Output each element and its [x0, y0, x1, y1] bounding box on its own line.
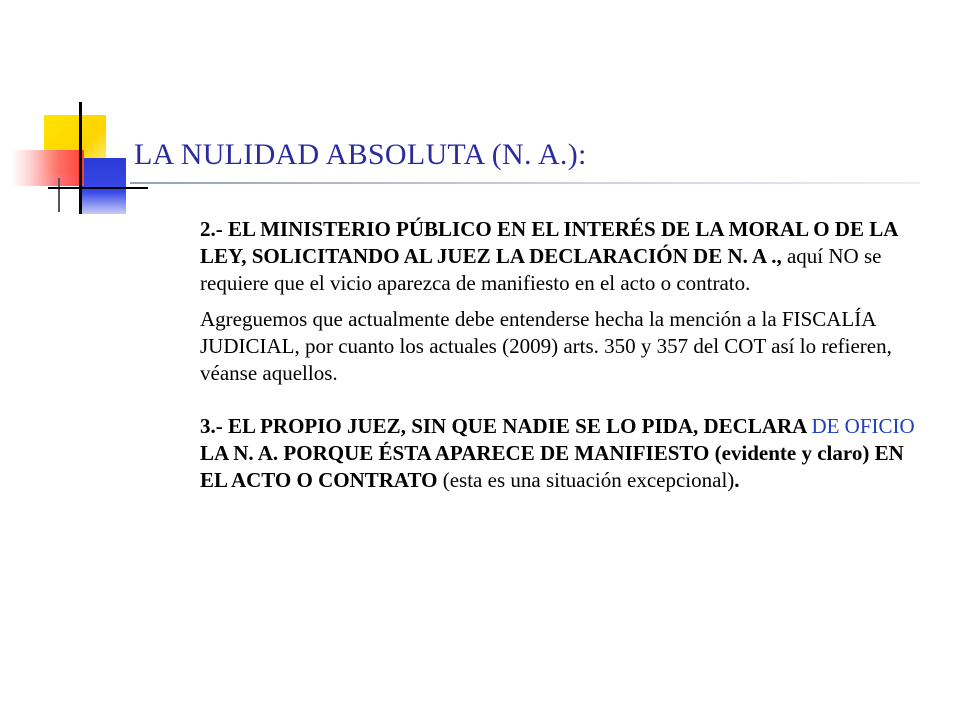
paragraph-propio-juez-period: . [734, 468, 740, 492]
red-bar-shape [12, 150, 84, 186]
vertical-line-shape [79, 102, 82, 214]
paragraph-fiscalia-text: Agreguemos que actualmente debe entenderse hecha la mención a la FISCALÍA JUDICIAL, por cuanto los actuales (2009) arts. 350 y 357 del COT así lo refieren, véanse aquellos. [200, 307, 892, 385]
horizontal-line-shape [48, 187, 148, 189]
paragraph-propio-juez-bold-end: LA N. A. PORQUE ÉSTA APARECE DE MANIFIESTO (evidente y claro) EN EL ACTO O CONTRATO [200, 441, 904, 492]
decorative-squares-logo-icon [0, 0, 160, 230]
paragraph-propio-juez-text: (esta es una situación excepcional) [437, 468, 735, 492]
paragraph-propio-juez-bold-start: 3.- EL PROPIO JUEZ, SIN QUE NADIE SE LO PIDA, DECLARA [200, 414, 812, 438]
title-divider [130, 182, 920, 184]
blue-square-shape [80, 158, 126, 214]
de-oficio-highlight: DE OFICIO [811, 414, 915, 438]
slide-title: LA NULIDAD ABSOLUTA (N. A.): [134, 138, 587, 171]
paragraph-fiscalia [200, 306, 920, 387]
paragraph-ministerio-publico-text: aquí NO se requiere que el vicio aparezca de manifiesto en el acto o contrato. [200, 244, 882, 295]
paragraph-ministerio-publico-bold: 2.- EL MINISTERIO PÚBLICO EN EL INTERÉS DE LA MORAL O DE LA LEY, SOLICITANDO AL JUEZ LA DECLARACIÓN DE N. A ., [200, 217, 898, 268]
paragraph-propio-juez [200, 413, 920, 494]
paragraph-ministerio-publico [200, 216, 920, 297]
vertical-line-small-shape [58, 178, 60, 212]
slide-body [200, 216, 920, 503]
